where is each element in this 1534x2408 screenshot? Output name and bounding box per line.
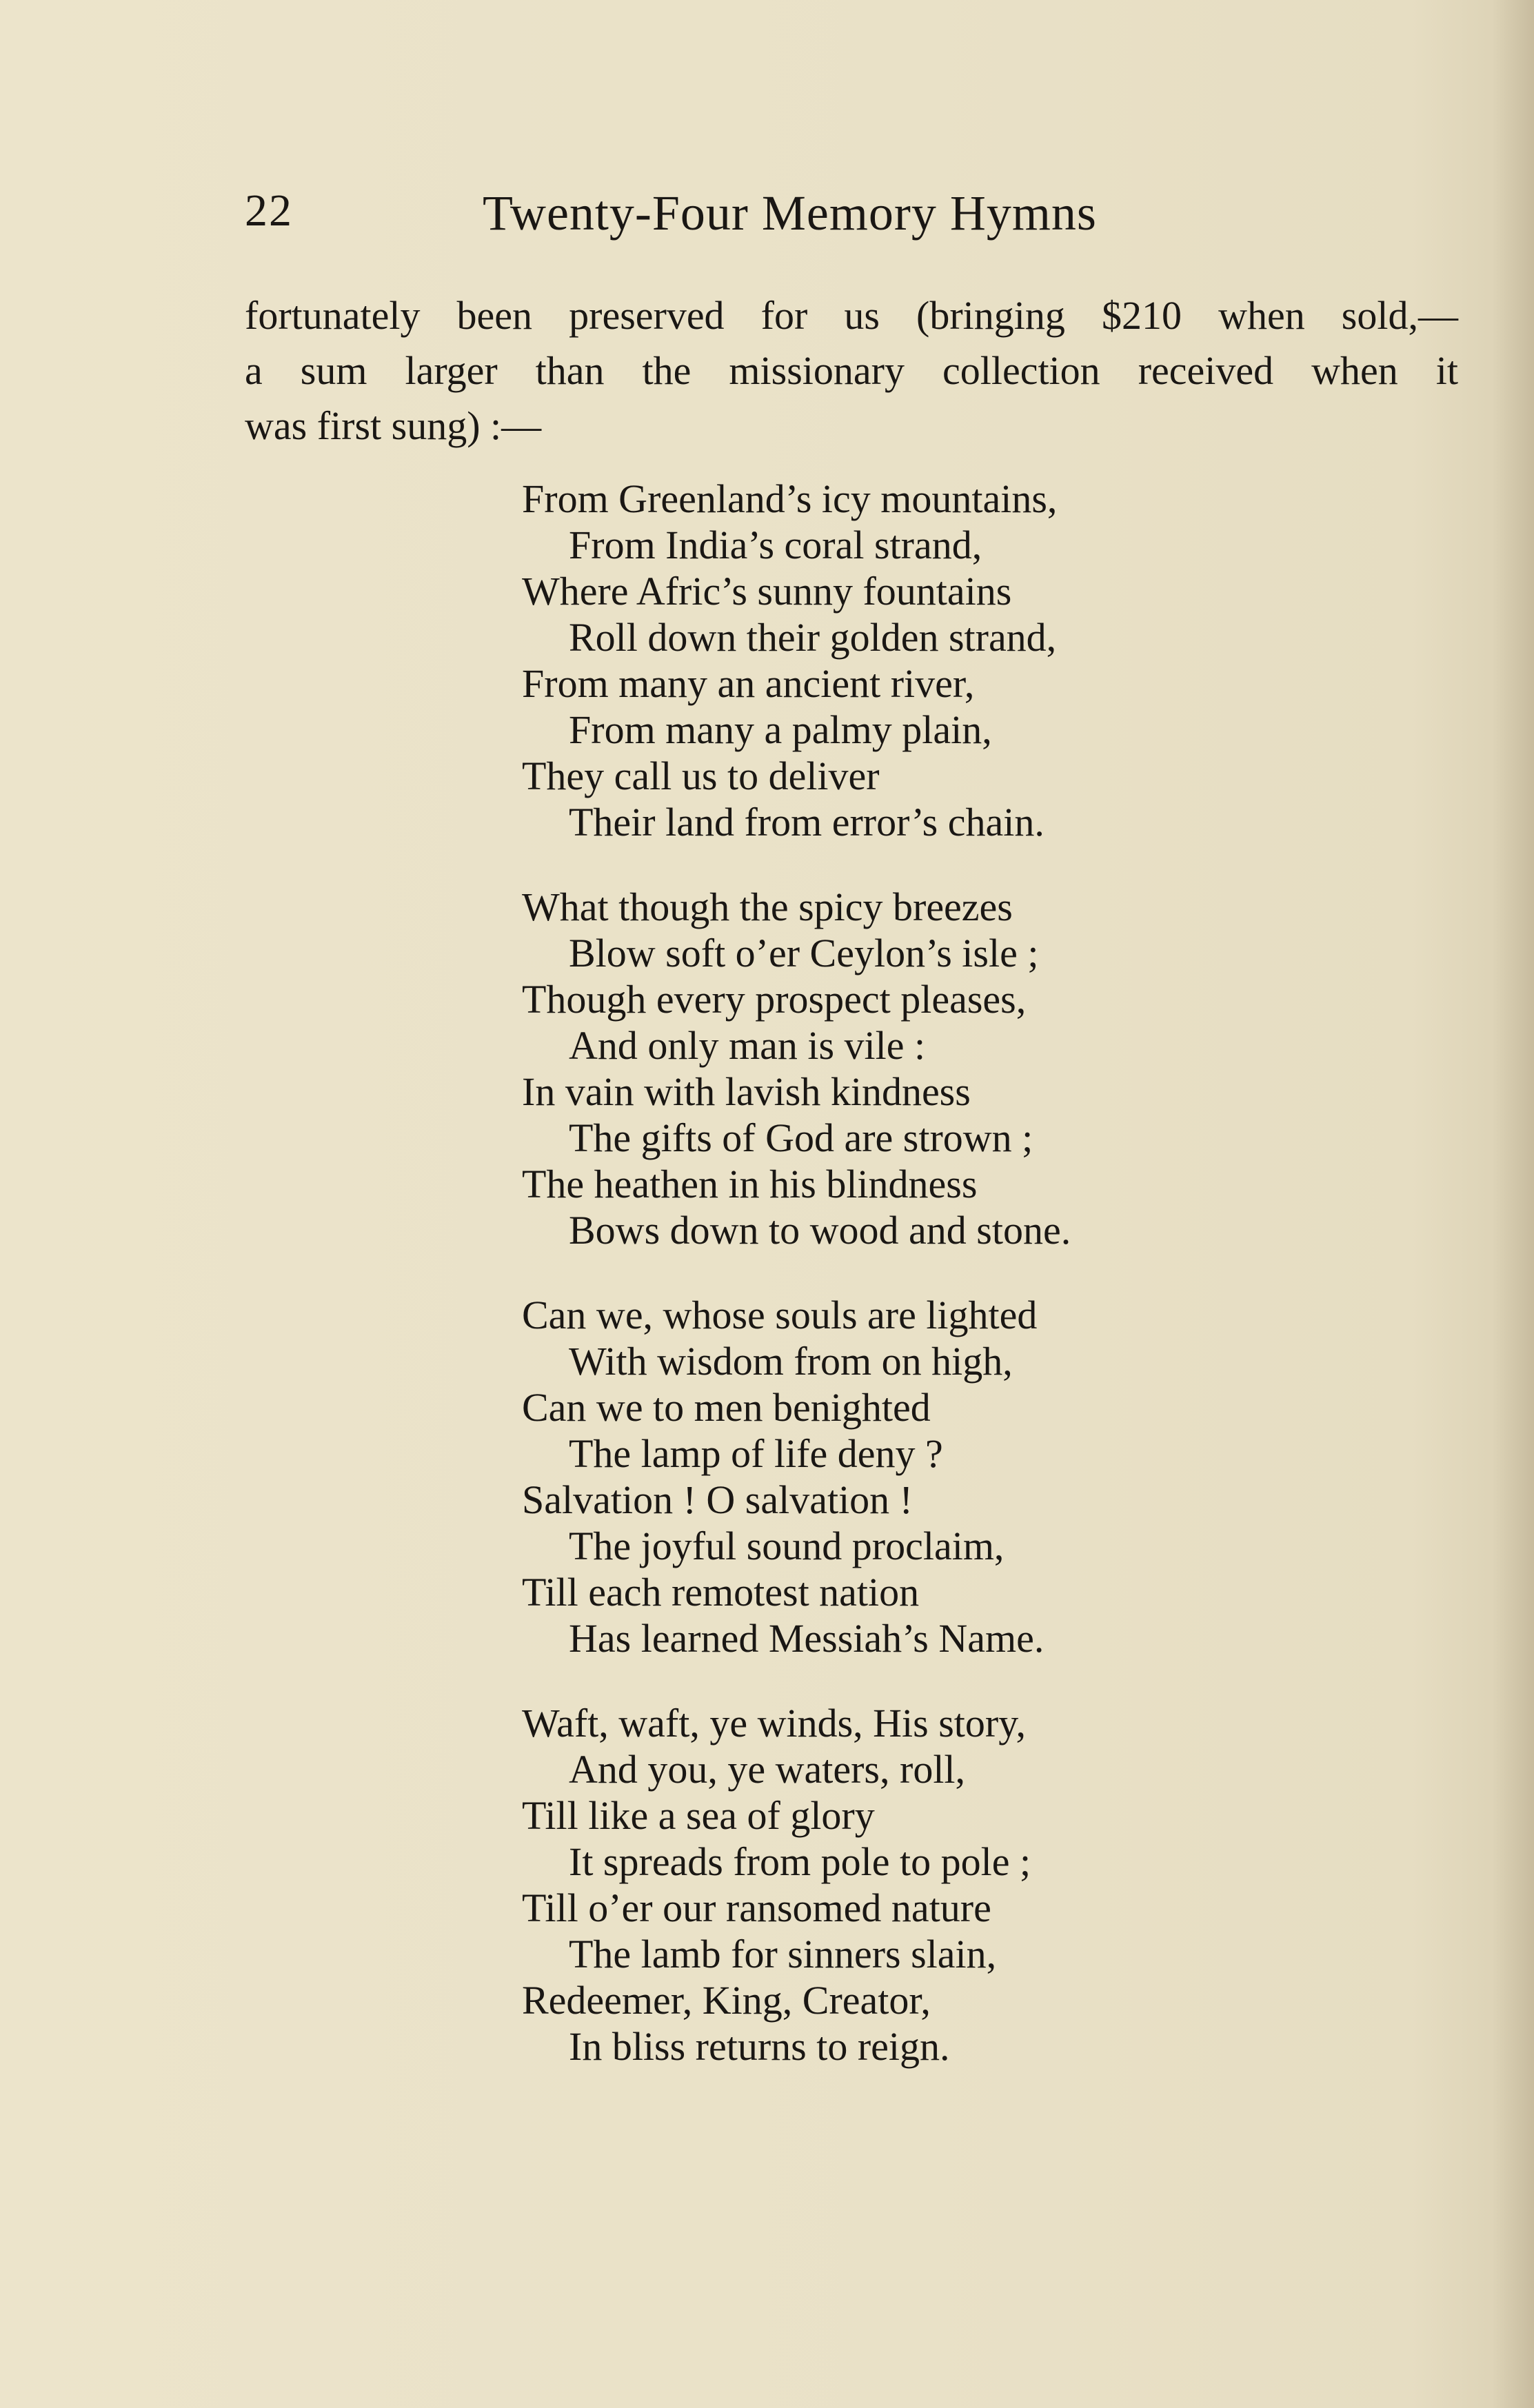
verse-line: The joyful sound proclaim, [569, 1524, 1005, 1568]
verse-line: They call us to deliver [522, 753, 880, 798]
verse-line: From many an ancient river, [522, 661, 975, 706]
verse-line: Salvation ! O salvation ! [522, 1477, 914, 1522]
verse-line: From Greenland’s icy mountains, [522, 476, 1058, 521]
verse-line: The lamb for sinners slain, [569, 1932, 997, 1976]
verse-line: With wisdom from on high, [569, 1339, 1013, 1384]
intro-line: fortunately been preserved for us (bringing $210 when sold,— [245, 293, 1458, 338]
page-number: 22 [245, 185, 293, 236]
page-header [245, 185, 1224, 247]
verse-line: It spreads from pole to pole ; [569, 1839, 1031, 1884]
intro-line: was first sung) :— [245, 403, 542, 448]
verse-line: Till o’er our ransomed nature [522, 1885, 991, 1930]
verse-line: The lamp of life deny ? [569, 1431, 943, 1476]
verse-line: From India’s coral strand, [569, 523, 982, 567]
intro-paragraph [245, 288, 1458, 454]
verse-line: Till each remotest nation [522, 1570, 920, 1615]
stanza-2 [522, 884, 1280, 1253]
verse-line: The heathen in his blindness [522, 1162, 978, 1206]
stanza-3 [522, 1292, 1280, 1661]
stanza-1 [522, 476, 1280, 845]
verse-line: In vain with lavish kindness [522, 1069, 971, 1114]
verse-line: Can we, whose souls are lighted [522, 1293, 1038, 1337]
verse-line: Till like a sea of glory [522, 1793, 875, 1838]
verse-line: Blow soft o’er Ceylon’s isle ; [569, 931, 1039, 975]
hymn-text [522, 476, 1280, 2108]
verse-line: And you, ye waters, roll, [569, 1747, 966, 1792]
verse-line: Has learned Messiah’s Name. [569, 1616, 1044, 1661]
stanza-4 [522, 1700, 1280, 2070]
verse-line: From many a palmy plain, [569, 707, 992, 752]
running-title: Twenty-Four Memory Hymns [483, 185, 1097, 241]
verse-line: Bows down to wood and stone. [569, 1208, 1071, 1253]
verse-line: What though the spicy breezes [522, 884, 1013, 929]
verse-line: And only man is vile : [569, 1023, 926, 1068]
verse-line: The gifts of God are strown ; [569, 1115, 1033, 1160]
verse-line: Roll down their golden strand, [569, 615, 1057, 660]
verse-line: Waft, waft, ye winds, His story, [522, 1701, 1026, 1746]
verse-line: Can we to men benighted [522, 1385, 931, 1430]
intro-line: a sum larger than the missionary collection received when it [245, 348, 1458, 393]
verse-line: Redeemer, King, Creator, [522, 1978, 931, 2023]
verse-line: Though every prospect pleases, [522, 977, 1027, 1022]
verse-line: In bliss returns to reign. [569, 2024, 950, 2069]
verse-line: Their land from error’s chain. [569, 800, 1044, 844]
verse-line: Where Afric’s sunny fountains [522, 569, 1012, 614]
page-edge-shadow [1493, 0, 1534, 2408]
